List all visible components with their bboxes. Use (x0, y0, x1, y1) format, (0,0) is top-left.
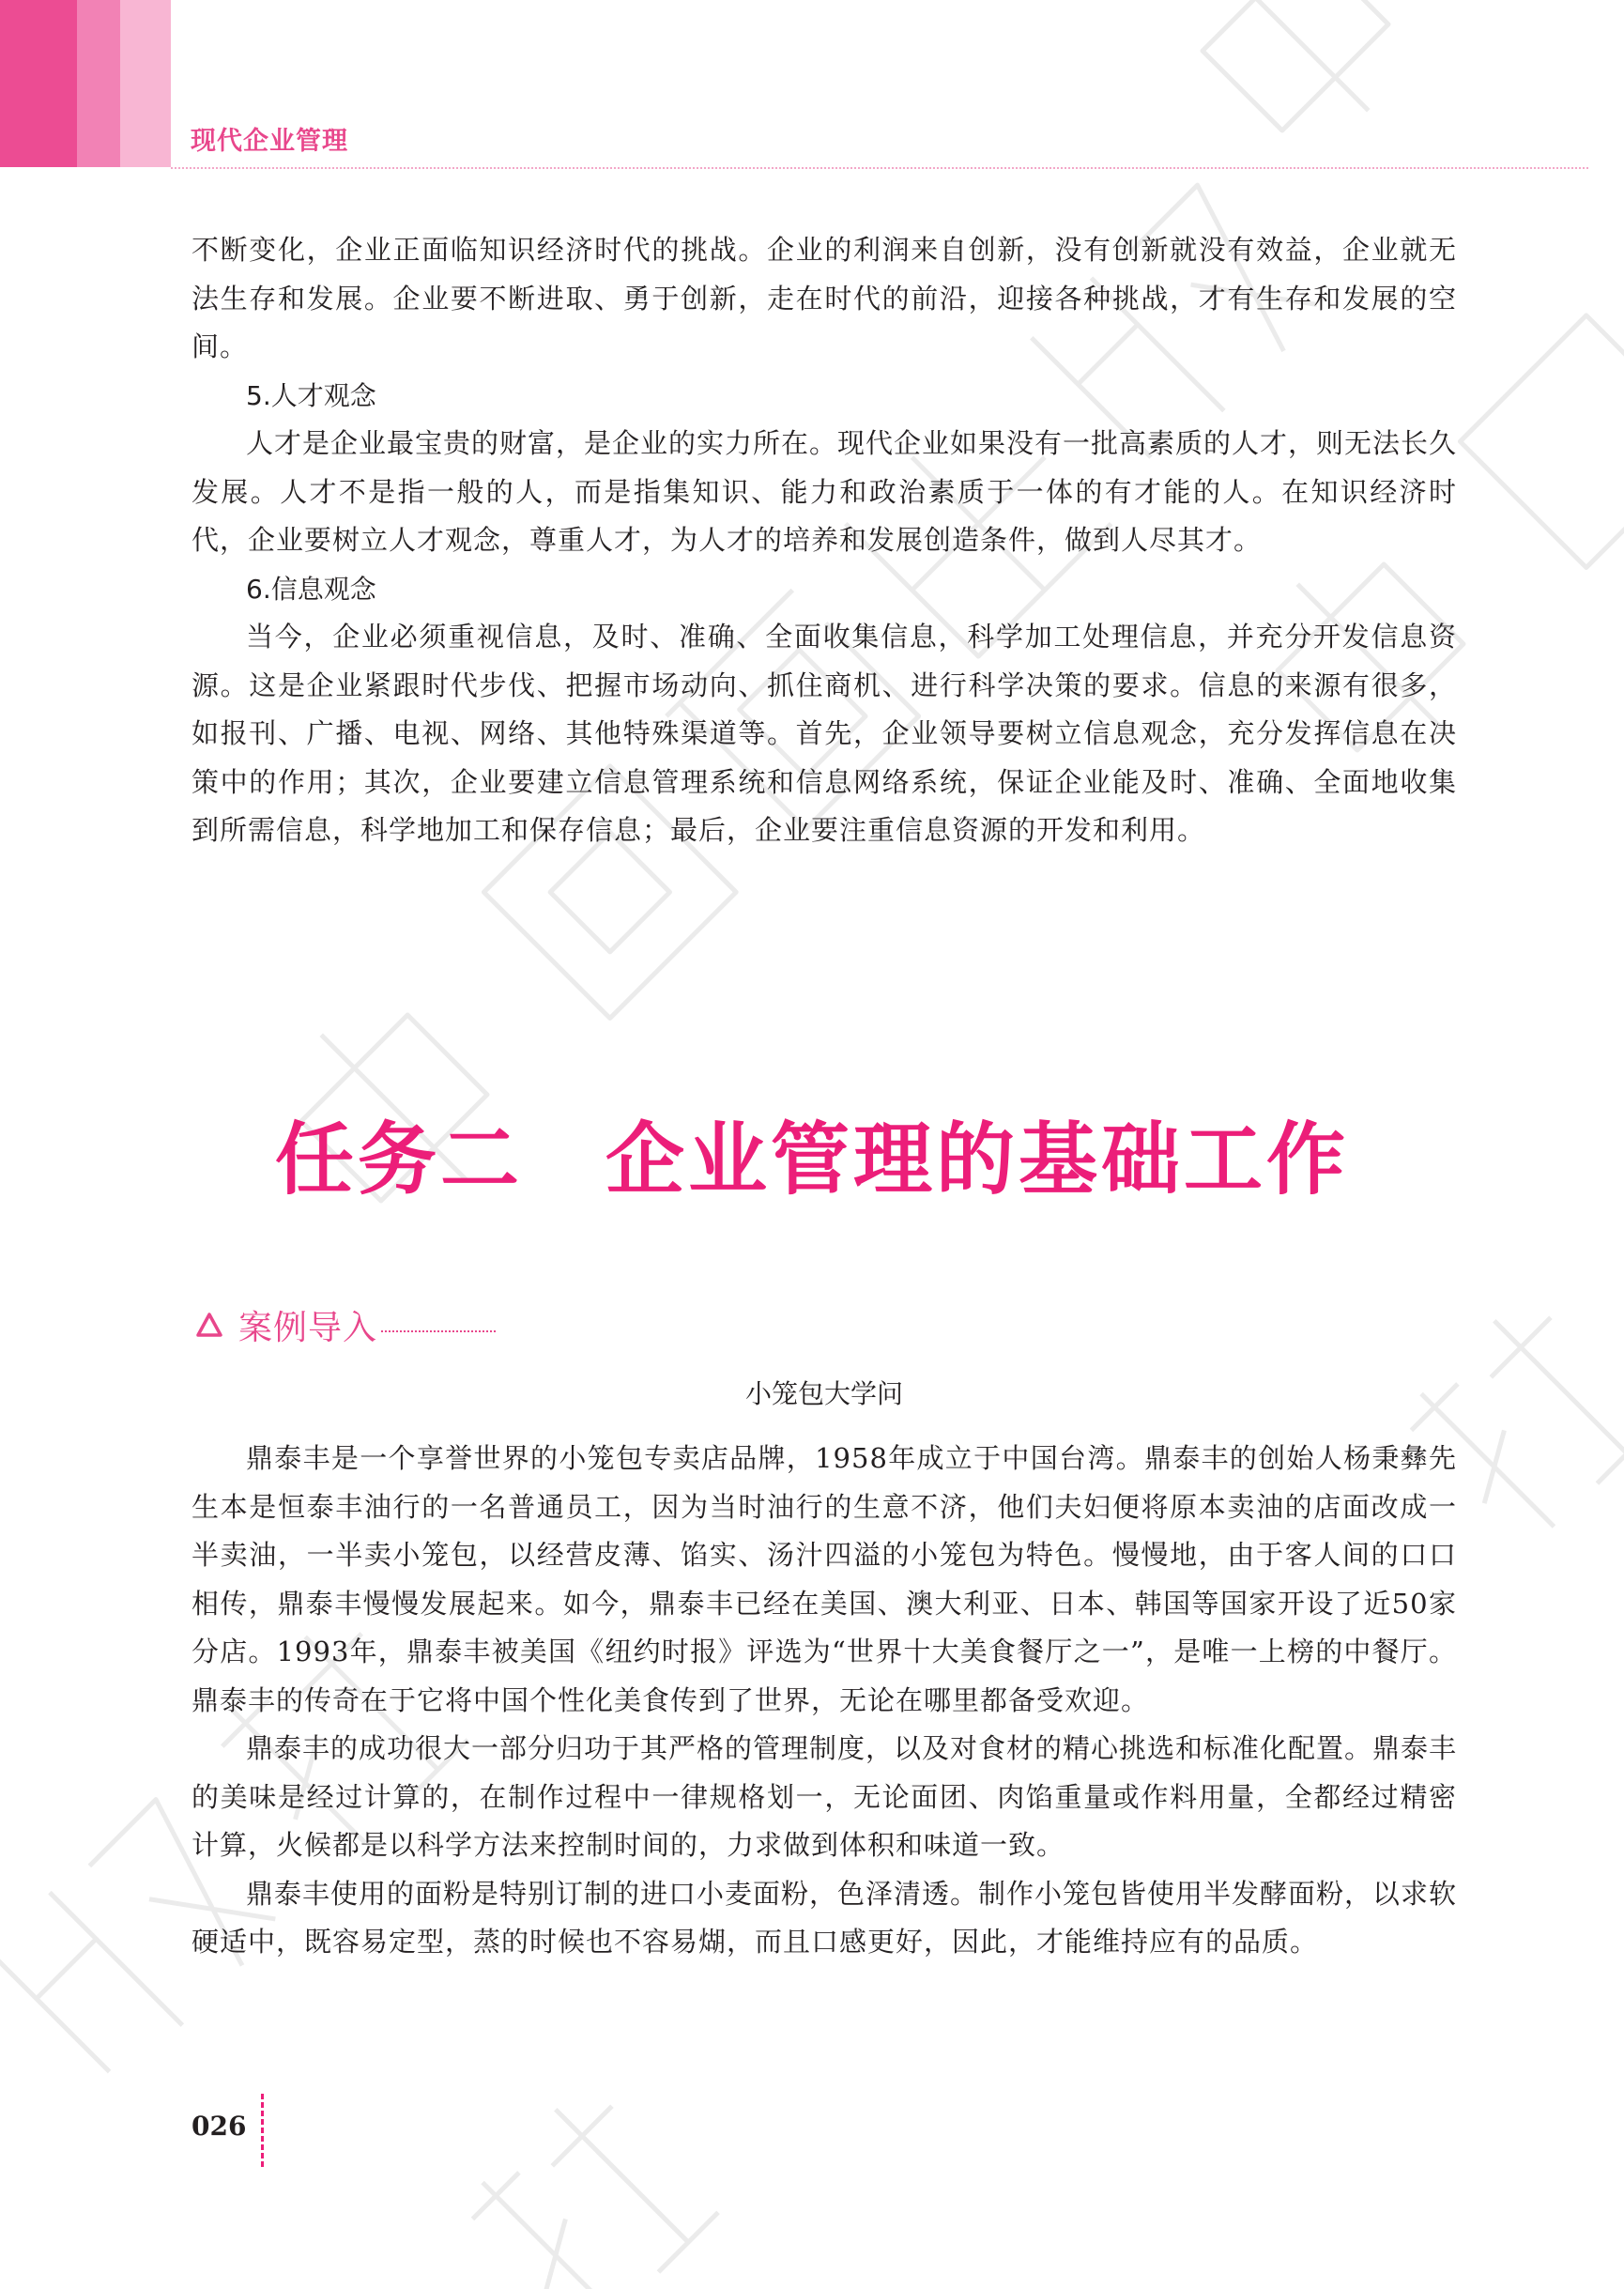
case-intro-header (195, 1300, 496, 1349)
task-title: 任务二 企业管理的基础工作 (274, 1114, 1349, 1206)
triangle-icon (195, 1311, 223, 1339)
case-paragraph: 鼎泰丰使用的面粉是特别订制的进口小麦面粉，色泽清透。制作小笼包皆使用半发酵面粉，以求软硬适中，既容易定型，蒸的时候也不容易煳，而且口感更好，因此，才能维持应有的品质。 (192, 1877, 1458, 1958)
heading-information-concept: 6.信息观念 (246, 573, 376, 605)
page-number-marker (261, 2094, 264, 2167)
header-color-block-2 (77, 0, 120, 167)
paragraph-information-concept: 当今，企业必须重视信息，及时、准确、全面收集信息，科学加工处理信息，并充分开发信息资源。这是企业紧跟时代步伐、把握市场动向、抓住商机、进行科学决策的要求。信息的来源有很多，如报刊、广播、电视、网络、其他特殊渠道等。首先，企业领导要树立信息观念，充分发挥信息在决策中的作用；其次，企业要建立信息管理系统和信息网络系统，保证企业能及时、准确、全面地收集到所需信息，科学地加工和保存信息；最后，企业要注重信息资源的开发和利用。 (192, 621, 1457, 846)
header-color-block-3 (120, 0, 171, 167)
case-intro-label: 案例导入 (238, 1308, 378, 1347)
paragraph-continued: 不断变化，企业正面临知识经济时代的挑战。企业的利润来自创新，没有创新就没有效益，企业就无法生存和发展。企业要不断进取、勇于创新，走在时代的前沿，迎接各种挑战，才有生存和发展的空间。 (192, 234, 1457, 362)
page-number: 026 (192, 2111, 247, 2142)
case-paragraph: 鼎泰丰是一个享誉世界的小笼包专卖店品牌，1958年成立于中国台湾。鼎泰丰的创始人杨秉彝先生本是恒泰丰油行的一名普通员工，因为当时油行的生意不济，他们夫妇便将原本卖油的店面改成一半卖油，一半卖小笼包，以经营皮薄、馅实、汤汁四溢的小笼包为特色。慢慢地，由于客人间的口口相传，鼎泰丰慢慢发展起来。如今，鼎泰丰已经在美国、澳大利亚、日本、韩国等国家开设了近50家分店。1993年，鼎泰丰被美国《纽约时报》评选为“世界十大美食餐厅之一”，是唯一上榜的中餐厅。鼎泰丰的传奇在于它将中国个性化美食传到了世界，无论在哪里都备受欢迎。 (192, 1442, 1457, 1716)
header-color-block-1 (0, 0, 77, 167)
header-divider (171, 167, 1588, 169)
case-intro-dotted-rule (381, 1330, 496, 1332)
body-section-a (192, 226, 1457, 855)
case-paragraph: 鼎泰丰的成功很大一部分归功于其严格的管理制度，以及对食材的精心挑选和标准化配置。鼎泰丰的美味是经过计算的，在制作过程中一律规格划一，无论面团、肉馅重量或作料用量，全都经过精密计算，火候都是以科学方法来控制时间的，力求做到体积和味道一致。 (192, 1732, 1458, 1861)
heading-talent-concept: 5.人才观念 (246, 379, 376, 411)
case-story-body (192, 1435, 1457, 1967)
book-title: 现代企业管理 (191, 127, 348, 156)
paragraph-talent-concept: 人才是企业最宝贵的财富，是企业的实力所在。现代企业如果没有一批高素质的人才，则无法长久发展。人才不是指一般的人，而是指集知识、能力和政治素质于一体的有才能的人。在知识经济时代，企业要树立人才观念，尊重人才，为人才的培养和发展创造条件，做到人尽其才。 (192, 427, 1458, 556)
case-story-title: 小笼包大学问 (744, 1378, 903, 1409)
